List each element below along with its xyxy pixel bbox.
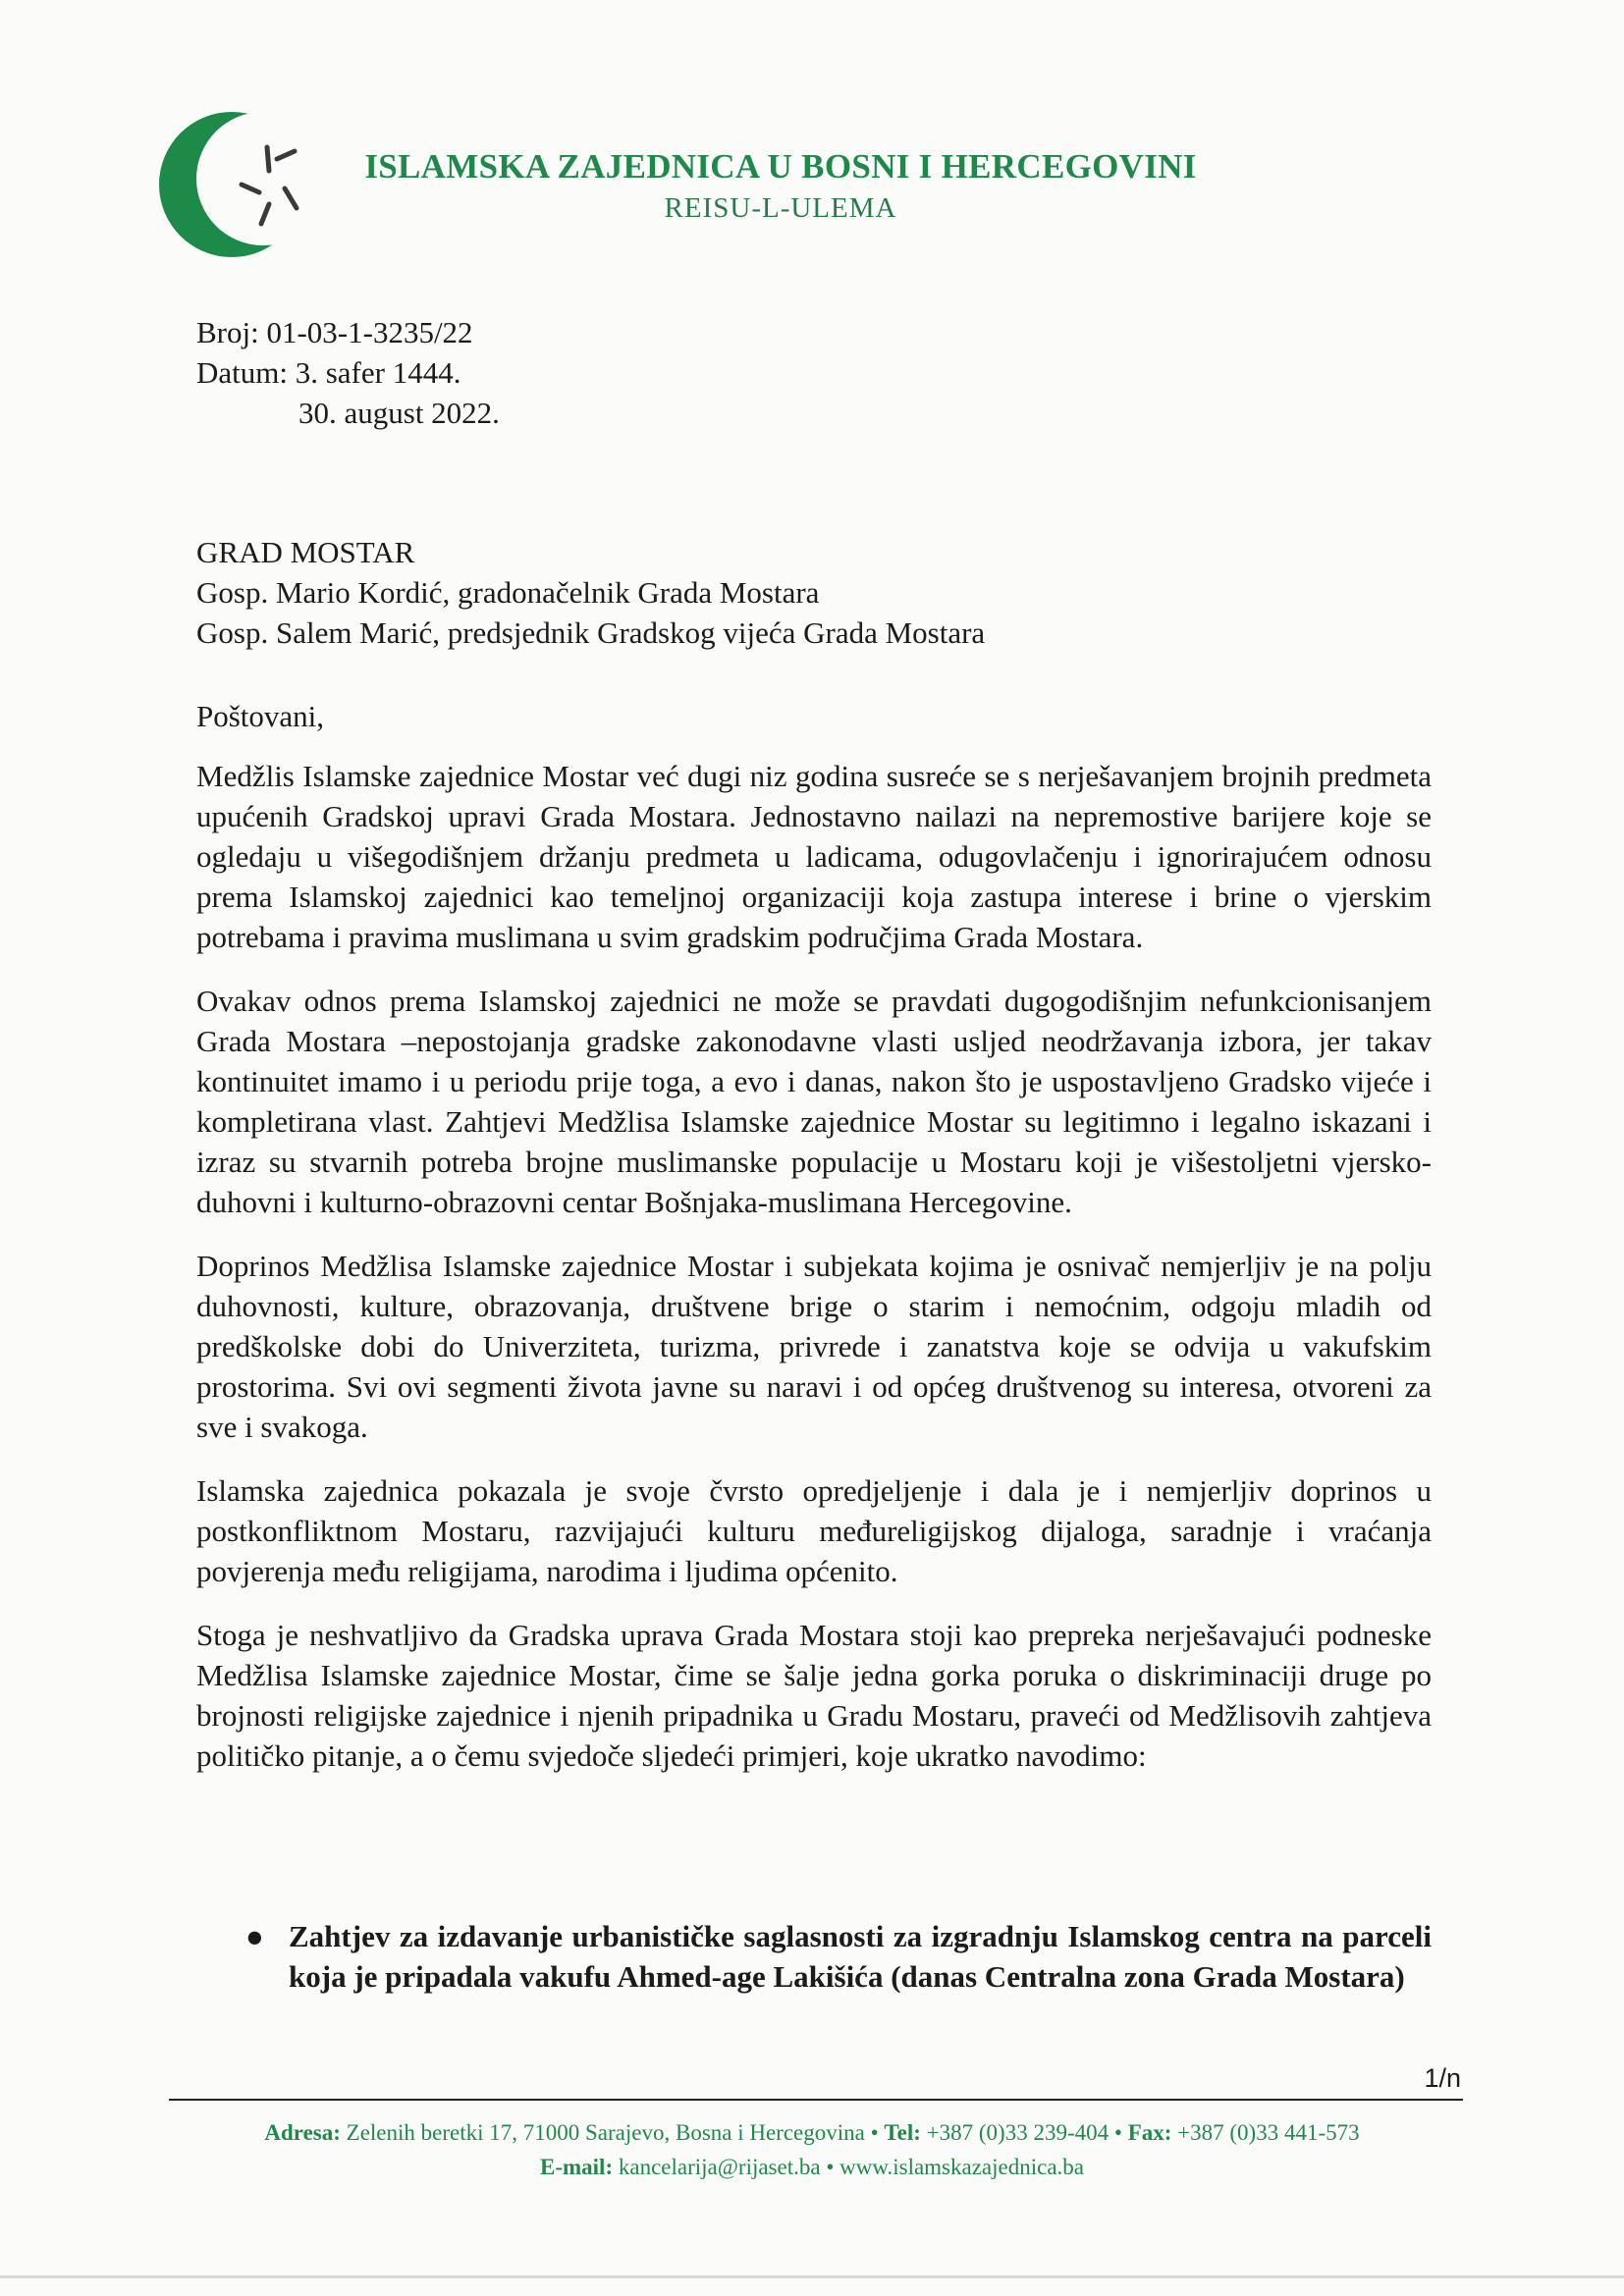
footer-tel: +387 (0)33 239-404: [926, 2120, 1110, 2145]
body-paragraph: Ovakav odnos prema Islamskoj zajednici ne može se pravdati dugogodišnjim nefunkcionisanjem Grada Mostara –nepostojanja gradske zakonodavne vlasti usljed neodržavanja izbora, jer takav kontinuitet imamo i u periodu prije toga, a evo i danas, nakon što je uspostavljeno Gradsko vijeće i kompletirana vlast. Zahtjevi Medžlisa Islamske zajednice Mostar su legitimno i legalno iskazani i izraz su stvarnih potreba brojne muslimanske populacije u Mostaru koji je višestoljetni vjersko-duhovni i kulturno-obrazovni centar Bošnjaka-muslimana Hercegovine.: [196, 984, 1432, 1219]
scan-edge-divider: [0, 2275, 1624, 2278]
footer-separator: •: [870, 2120, 885, 2145]
bullet-item: [196, 1916, 1432, 1997]
body-paragraph: Islamska zajednica pokazala je svoje čvrsto opredjeljenje i dala je i nemjerljiv doprinos u postkonfliktnom Mostaru, razvijajući kulturu međureligijskog dijaloga, saradnje i vraćanja povjerenja među religijama, narodima i ljudima općenito.: [196, 1473, 1432, 1588]
footer-email-label: E-mail:: [540, 2155, 614, 2179]
document-meta: [196, 312, 500, 433]
page-number: 1/n: [1424, 2063, 1461, 2093]
footer-tel-label: Tel:: [884, 2120, 921, 2145]
footer-separator: •: [826, 2155, 840, 2179]
body-paragraph: Stoga je neshvatljivo da Gradska uprava Grada Mostara stoji kao prepreka nerješavajući podneske Medžlisa Islamske zajednice Mostar, čime se šalje jedna gorka poruka o diskriminaciji druge po brojnosti religijske zajednice i njenih pripadnika u Gradu Mostaru, praveći od Medžlisovih zahtjeva političko pitanje, a o čemu svjedoče sljedeći primjeri, koje ukratko navodimo:: [196, 1618, 1432, 1773]
bullet-text: Zahtjev za izdavanje urbanističke saglasnosti za izgradnju Islamskog centra na parceli koja je pripadala vakufu Ahmed-age Lakišića (danas Centralna zona Grada Mostara): [289, 1919, 1432, 1994]
letter-body: [196, 756, 1432, 1799]
footer-divider: [169, 2099, 1463, 2101]
recipient-line: Gosp. Salem Marić, predsjednik Gradskog vijeća Grada Mostara: [196, 615, 986, 650]
organization-name: ISLAMSKA ZAJEDNICA U BOSNI I HERCEGOVINI: [364, 147, 1197, 186]
footer-address: Zelenih beretki 17, 71000 Sarajevo, Bosna i Hercegovina: [346, 2120, 865, 2145]
recipient-line: Gosp. Mario Kordić, gradonačelnik Grada Mostara: [196, 575, 820, 610]
crescent-star-logo-icon: [147, 98, 334, 275]
body-paragraph: Medžlis Islamske zajednice Mostar već dugi niz godina susreće se s nerješavanjem brojnih predmeta upućenih Gradskoj upravi Grada Mostara. Jednostavno nailazi na nepremostive barijere koje se ogledaju u višegodišnjem držanju predmeta u ladicama, odugovlačenju i ignorirajućem odnosu prema Islamskoj zajednici kao temeljnoj organizaciji koja zastupa interese i brine o vjerskim potrebama i pravima muslimana u svim gradskim područjima Grada Mostara.: [196, 759, 1432, 954]
document-date-hijri: Datum: 3. safer 1444.: [196, 355, 461, 390]
footer-web-line: [0, 2155, 1624, 2180]
document-date-gregorian: 30. august 2022.: [298, 396, 500, 430]
greeting: Poštovani,: [196, 699, 325, 733]
footer-fax: +387 (0)33 441-573: [1177, 2120, 1360, 2145]
footer-contact-line: [0, 2120, 1624, 2146]
document-number: Broj: 01-03-1-3235/22: [196, 315, 473, 349]
bullet-dot-icon: ●: [245, 1919, 264, 1953]
organization-subtitle: REISU-L-ULEMA: [664, 192, 897, 224]
body-paragraph: Doprinos Medžlisa Islamske zajednice Mostar i subjekata kojima je osnivač nemjerljiv je na polju duhovnosti, kulture, obrazovanja, društvene brige o starim i nemoćnim, odgoju mladih od predškolske dobi do Univerziteta, turizma, privrede i zanatstva koje se odvija u vakufskim prostorima. Svi ovi segmenti života javne su naravi i od općeg društvenog su interesa, otvoreni za sve i svakoga.: [196, 1249, 1432, 1444]
footer-email-link[interactable]: kancelarija@rijaset.ba: [618, 2155, 821, 2179]
footer-separator: •: [1113, 2120, 1128, 2145]
footer-address-label: Adresa:: [264, 2120, 341, 2145]
recipient-line: GRAD MOSTAR: [196, 535, 415, 569]
footer-fax-label: Fax:: [1127, 2120, 1172, 2145]
footer-website-link[interactable]: www.islamskazajednica.ba: [839, 2155, 1084, 2179]
recipients-block: [196, 532, 985, 653]
